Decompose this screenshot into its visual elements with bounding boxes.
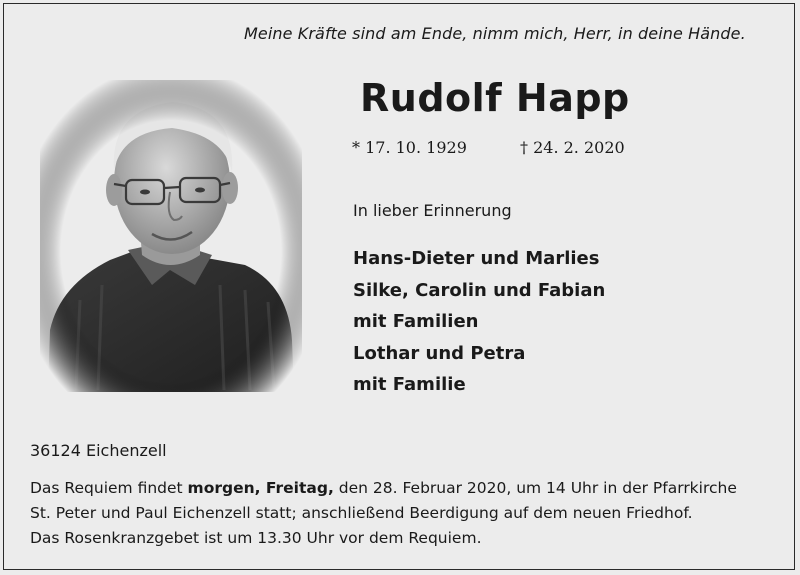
mourner-line: mit Familien bbox=[353, 311, 479, 332]
notice-line-1 bbox=[30, 476, 790, 501]
funeral-notice bbox=[30, 476, 790, 551]
birth-date: * 17. 10. 1929 bbox=[352, 138, 467, 157]
mourner-line: mit Familie bbox=[353, 374, 466, 395]
notice-emphasis: morgen, Freitag, bbox=[187, 479, 334, 497]
notice-text: den 28. Februar 2020, um 14 Uhr in der Pfarrkirche bbox=[333, 479, 737, 497]
deceased-name: Rudolf Happ bbox=[360, 76, 630, 120]
mourner-line: Silke, Carolin und Fabian bbox=[353, 279, 606, 301]
place-line: 36124 Eichenzell bbox=[30, 441, 167, 460]
memory-line: In lieber Erinnerung bbox=[353, 201, 512, 220]
death-date: † 24. 2. 2020 bbox=[520, 138, 625, 157]
mourners-list bbox=[353, 243, 605, 401]
notice-text: Das Requiem findet bbox=[30, 479, 188, 497]
motto-verse: Meine Kräfte sind am Ende, nimm mich, Herr, in deine Hände. bbox=[244, 24, 746, 43]
notice-line-2: St. Peter und Paul Eichenzell statt; anschließend Beerdigung auf dem neuen Friedhof. bbox=[30, 504, 693, 522]
notice-line-3: Das Rosenkranzgebet ist um 13.30 Uhr vor dem Requiem. bbox=[30, 529, 482, 547]
mourner-line: Lothar und Petra bbox=[353, 342, 526, 364]
mourner-line: Hans-Dieter und Marlies bbox=[353, 248, 600, 269]
portrait-photo bbox=[40, 80, 302, 392]
